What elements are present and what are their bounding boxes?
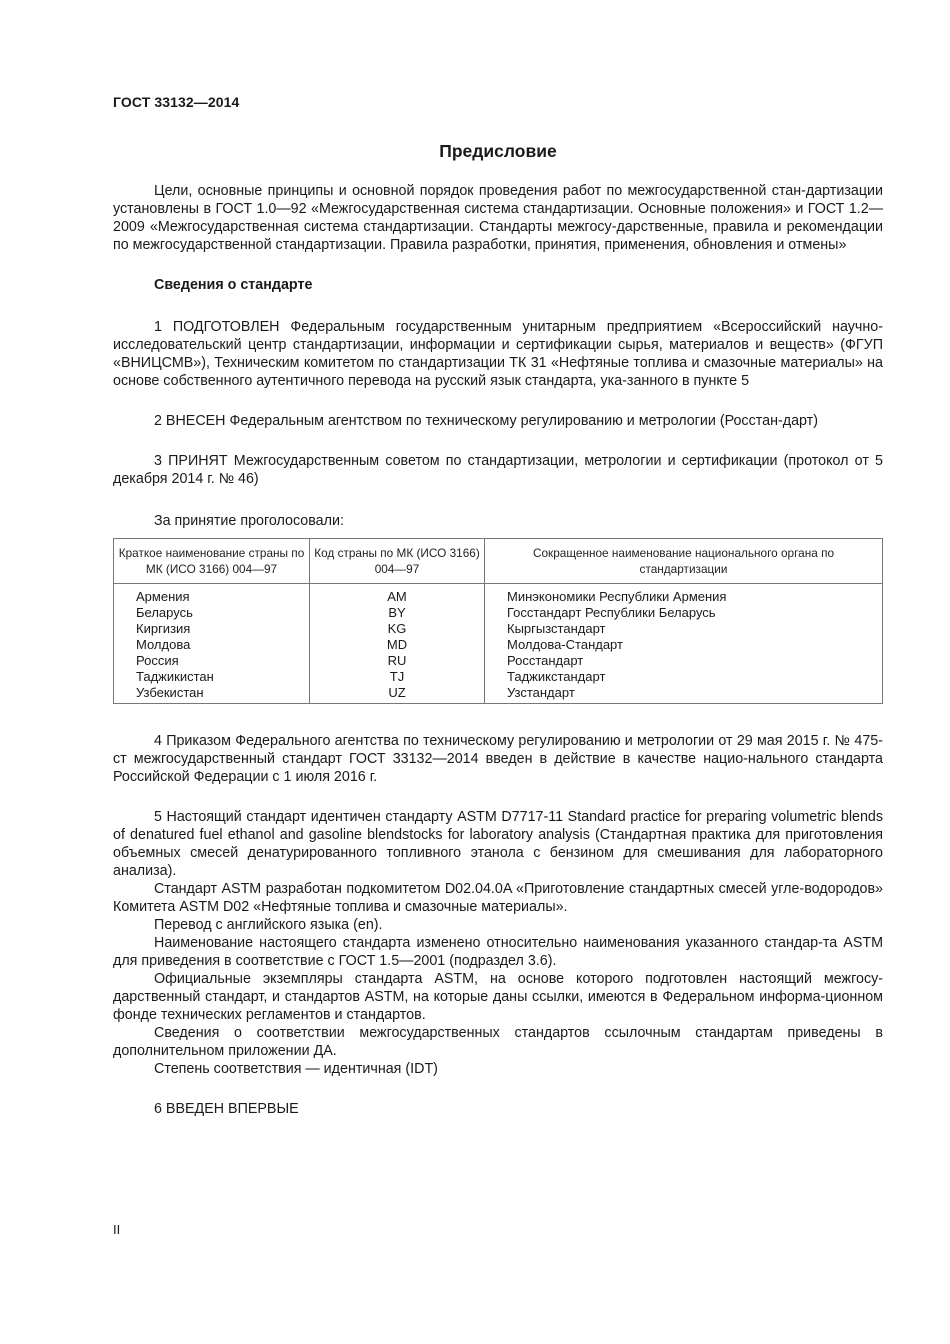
table-cell-country: Армения <box>114 584 310 606</box>
page-title: Предисловие <box>439 141 557 161</box>
table-cell-code: RU <box>310 653 485 669</box>
item-5-translation: Перевод с английского языка (en). <box>154 917 383 933</box>
item-1-paragraph: 1 ПОДГОТОВЛЕН Федеральным государственным унитарным предприятием «Всероссийский научно-исследовательский центр стандартизации, информации и сертификации сырья, материалов и веществ» (ФГУП «ВНИЦСМВ»), Техническим комитетом по стандартизации ТК 31 «Нефтяные топлива и смазочные материалы» на основе собственного аутентичного перевода на русский язык стандарта, ука-занного в пункте 5 <box>113 319 883 389</box>
voting-table <box>113 538 883 704</box>
table-cell-body: Молдова-Стандарт <box>485 637 883 653</box>
table-row <box>114 605 883 621</box>
item-4-paragraph: 4 Приказом Федерального агентства по техническому регулированию и метрологии от 29 мая 2015 г. № 475-ст межгосударственный стандарт ГОСТ 33132—2014 введен в действие в качестве нацио-нального стандарта Российской Федерации с 1 июля 2016 г. <box>113 733 883 785</box>
item-5-name-change: Наименование настоящего стандарта изменено относительно наименования указанного стандар-та ASTM для приведения в соответствие с ГОСТ 1.5—2001 (подраздел 3.6). <box>113 935 883 969</box>
table-cell-body: Таджикстандарт <box>485 669 883 685</box>
page-number: II <box>113 1222 121 1237</box>
table-cell-country: Узбекистан <box>114 685 310 704</box>
item-5-developer: Стандарт ASTM разработан подкомитетом D02.04.0A «Приготовление стандартных смесей угле-водородов» Комитета ASTM D02 «Нефтяные топлива и смазочные материалы». <box>113 881 883 915</box>
table-cell-code: MD <box>310 637 485 653</box>
table-cell-body: Кыргызстандарт <box>485 621 883 637</box>
table-cell-country: Россия <box>114 653 310 669</box>
item-6-paragraph: 6 ВВЕДЕН ВПЕРВЫЕ <box>154 1101 299 1117</box>
standard-code-header: ГОСТ 33132—2014 <box>113 94 240 110</box>
table-cell-code: UZ <box>310 685 485 704</box>
item-5-degree: Степень соответствия — идентичная (IDT) <box>154 1061 438 1077</box>
item-2-paragraph: 2 ВНЕСЕН Федеральным агентством по техническому регулированию и метрологии (Росстан-дарт) <box>154 413 818 429</box>
table-cell-country: Молдова <box>114 637 310 653</box>
table-row <box>114 685 883 704</box>
vote-label: За принятие проголосовали: <box>154 513 344 529</box>
table-row <box>114 584 883 606</box>
item-5-official-copies: Официальные экземпляры стандарта ASTM, на основе которого подготовлен настоящий межгосу-дарственный стандарт, и стандартов ASTM, на которые даны ссылки, имеются в Федеральном информа-ционном фонде технических регламентов и стандартов. <box>113 971 883 1023</box>
table-header-body: Сокращенное наименование национального органа по стандартизации <box>485 539 883 584</box>
table-cell-country: Таджикистан <box>114 669 310 685</box>
intro-paragraph: Цели, основные принципы и основной порядок проведения работ по межгосударственной стан-дартизации установлены в ГОСТ 1.0—92 «Межгосударственная система стандартизации. Основные положения» и ГОСТ 1.2—2009 «Межгосударственная система стандартизации. Стандарты межгосу-дарственные, правила и рекомендации по межгосударственной стандартизации. Правила разработки, принятия, применения, обновления и отмены» <box>113 183 883 253</box>
table-row <box>114 621 883 637</box>
section-subheading: Сведения о стандарте <box>154 277 313 293</box>
item-5-paragraph: 5 Настоящий стандарт идентичен стандарту ASTM D7717-11 Standard practice for preparing volumetric blends of denatured fuel ethanol and gasoline blendstocks for laboratory analysis (Стандартная практика для приготовления объемных смесей денатурированного топливного этанола с бензином для смешивания для лабораторного анализа). <box>113 809 883 879</box>
table-cell-body: Минэкономики Республики Армения <box>485 584 883 606</box>
table-cell-body: Узстандарт <box>485 685 883 704</box>
table-header-code: Код страны по МК (ИСО 3166) 004—97 <box>310 539 485 584</box>
table-cell-code: KG <box>310 621 485 637</box>
item-5-conformity-info: Сведения о соответствии межгосударственных стандартов ссылочным стандартам приведены в дополнительном приложении ДА. <box>113 1025 883 1059</box>
table-cell-body: Росстандарт <box>485 653 883 669</box>
table-cell-country: Киргизия <box>114 621 310 637</box>
table-cell-code: AM <box>310 584 485 606</box>
table-cell-body: Госстандарт Республики Беларусь <box>485 605 883 621</box>
table-cell-country: Беларусь <box>114 605 310 621</box>
table-header-row <box>114 539 883 584</box>
table-header-country: Краткое наименование страны по МК (ИСО 3166) 004—97 <box>114 539 310 584</box>
item-3-paragraph: 3 ПРИНЯТ Межгосударственным советом по стандартизации, метрологии и сертификации (протокол от 5 декабря 2014 г. № 46) <box>113 453 883 487</box>
table-row <box>114 669 883 685</box>
table-cell-code: BY <box>310 605 485 621</box>
document-body <box>113 182 883 1118</box>
table-cell-code: TJ <box>310 669 485 685</box>
table-row <box>114 653 883 669</box>
table-row <box>114 637 883 653</box>
